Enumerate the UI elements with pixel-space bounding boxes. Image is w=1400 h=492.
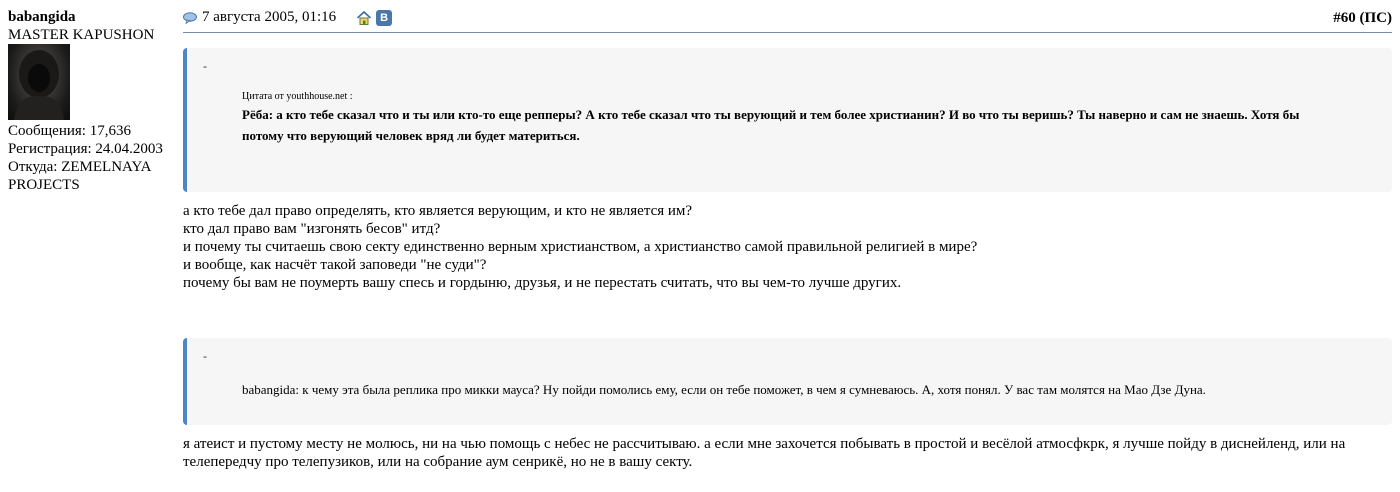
body-line: и почему ты считаешь свою секту единственно верным христианством, а христианство самой правильной религией в мире? bbox=[183, 239, 978, 255]
user-location: Откуда: ZEMELNAYA PROJECTS bbox=[8, 159, 151, 193]
post-body-2: я атеист и пустому месту не молюсь, ни на чью помощь с небес не рассчитываю. а если мне захочется побывать в простой и весёлой атмосфкрк, я лучше пойду в диснейленд, или на телепередчу про телепузиков, или на собрание аум сенрикё, но не в вашу секту. bbox=[183, 436, 1346, 470]
post-date: 7 августа 2005, 01:16 bbox=[202, 9, 337, 25]
avatar[interactable] bbox=[8, 44, 70, 120]
quote-dash: - bbox=[203, 59, 207, 73]
post-number-block bbox=[1333, 10, 1392, 27]
user-info bbox=[8, 8, 178, 194]
post-icon bbox=[183, 12, 197, 24]
avatar-image bbox=[8, 44, 70, 120]
username[interactable]: babangida bbox=[8, 9, 76, 25]
body-line: почему бы вам не поумерть вашу спесь и гордыню, друзья, и не перестать считать, что вы чем-то лучше других. bbox=[183, 275, 902, 291]
post-body-1 bbox=[183, 202, 1392, 292]
quote-dash: - bbox=[203, 349, 207, 363]
post-header bbox=[183, 8, 1392, 33]
body-line: и вообще, как насчёт такой заповеди "не суди"? bbox=[183, 257, 487, 273]
post-tag: (ПС) bbox=[1355, 10, 1392, 26]
post-number[interactable]: #60 bbox=[1333, 10, 1356, 26]
home-icon[interactable] bbox=[356, 10, 372, 26]
body-line: кто дал право вам "изгонять бесов" итд? bbox=[183, 221, 441, 237]
quote-block bbox=[183, 48, 1392, 192]
quote-block-2 bbox=[183, 338, 1392, 425]
user-registered: Регистрация: 24.04.2003 bbox=[8, 141, 163, 157]
user-posts-count: Сообщения: 17,636 bbox=[8, 123, 131, 139]
quote-text: Рёба: а кто тебе сказал что и ты или кто-то еще репперы? А кто тебе сказал что ты верующий и тем более христианин? И во что ты веришь? Ты наверно и сам не знаешь. Хотя бы потому что верующий человек вряд ли будет материться. bbox=[242, 107, 1300, 143]
body-line: а кто тебе дал право определять, кто является верующим, и кто не является им? bbox=[183, 203, 693, 219]
quote-text: babangida: к чему эта была реплика про микки мауса? Ну пойди помолись ему, если он тебе поможет, в чем я сумневаюсь. А, хотя понял. У вас там молятся на Мао Дзе Дуна. bbox=[242, 382, 1206, 397]
user-rank: MASTER KAPUSHON bbox=[8, 27, 155, 43]
vk-icon[interactable]: В bbox=[376, 10, 392, 26]
quote-source: Цитата от youthhouse.net : bbox=[242, 91, 353, 102]
